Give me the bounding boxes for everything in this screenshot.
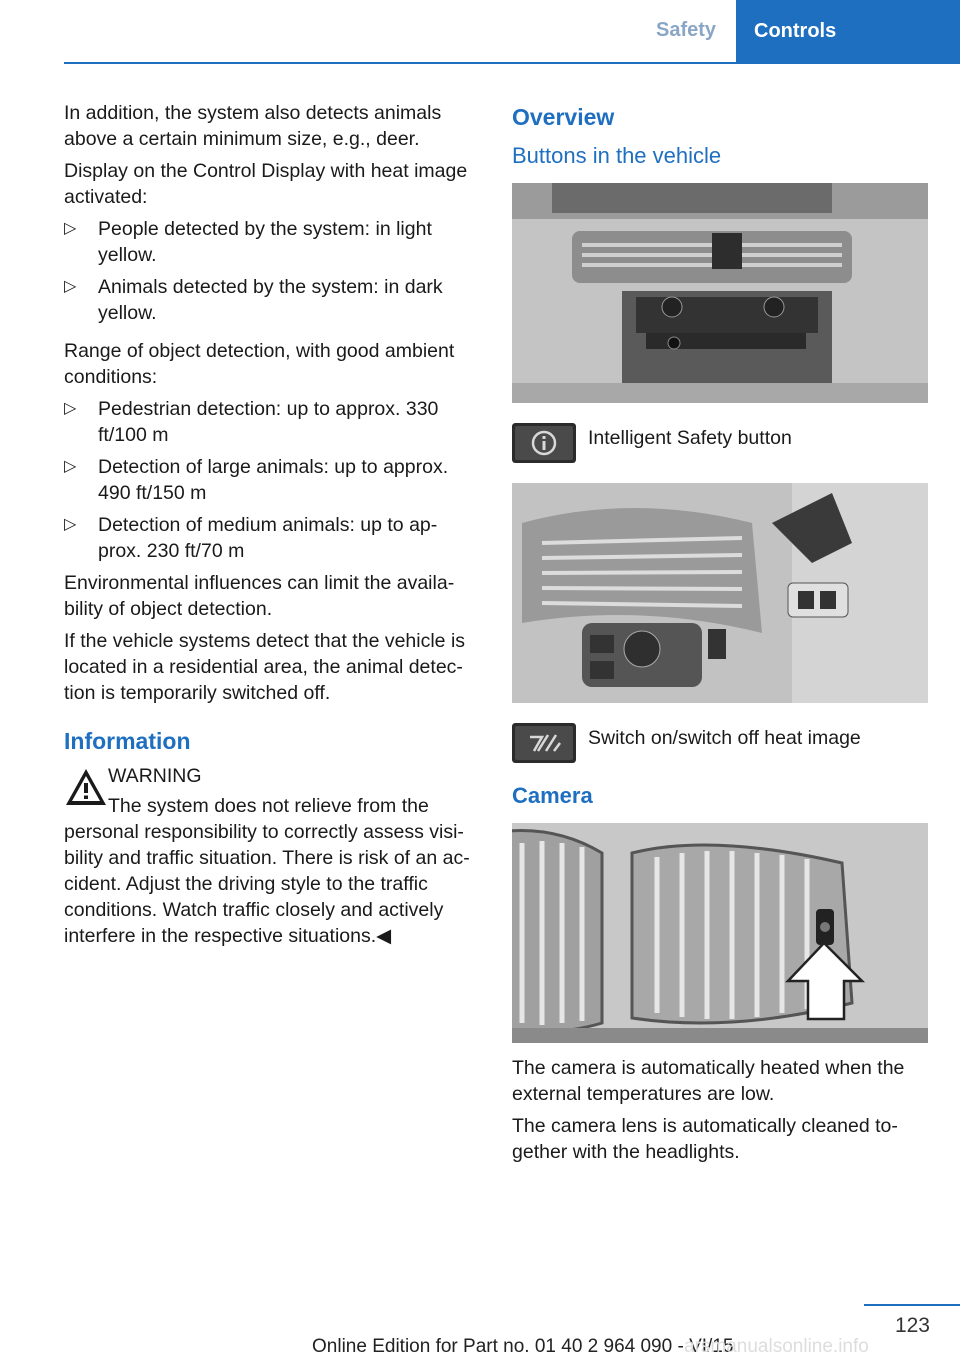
page-footer (0, 1300, 960, 1362)
tab-controls[interactable]: Controls (736, 0, 960, 62)
paragraph-environment: Environmental influences can limit the availa‐ bility of object detection. (64, 572, 455, 620)
warning-text: The system does not relieve from the personal responsibility to correctly assess visi‐ bility and traffic situation. There is risk of an ac‐ cident. Adjust the driving style to the traffic conditions. Watch traffic closely and actively interfere in the respective situations.◀ (64, 795, 470, 947)
triangle-bullet-icon: ▷ (64, 458, 77, 475)
triangle-bullet-icon: ▷ (64, 278, 77, 295)
steering-area-photo (512, 483, 928, 703)
camera-heated-text: The camera is automatically heated when the external temperatures are low. (512, 1057, 905, 1105)
triangle-bullet-icon: ▷ (64, 400, 77, 417)
triangle-bullet-icon: ▷ (64, 220, 77, 237)
steering-area-illustration (512, 483, 928, 703)
triangle-bullet-icon: ▷ (64, 516, 77, 533)
page-number: 123 (894, 1314, 930, 1337)
camera-photo (512, 823, 928, 1043)
list-item: ▷ People detected by the system: in light yellow. (64, 218, 432, 266)
dashboard-photo (512, 183, 928, 403)
heat-image-button-icon (512, 723, 576, 763)
overview-heading: Overview (512, 104, 615, 130)
camera-heading: Camera (512, 783, 593, 808)
paragraph-range: Range of object detection, with good ambient conditions: (64, 340, 455, 388)
left-column (64, 100, 478, 949)
information-heading: Information (64, 728, 191, 754)
watermark: arsmanualsonline.info (684, 1336, 869, 1357)
right-column (512, 100, 928, 1171)
camera-cleaned-text: The camera lens is automatically cleaned to‐ gether with the headlights. (512, 1115, 898, 1163)
range-list (64, 396, 478, 564)
paragraph-display: Display on the Control Display with heat image activated: (64, 160, 468, 208)
intelligent-safety-row (512, 423, 928, 463)
page-number-bar (864, 1304, 960, 1306)
list-item: ▷ Detection of medium animals: up to ap‐ prox. 230 ft/70 m (64, 514, 438, 562)
intelligent-safety-label: Intelligent Safety button (588, 427, 792, 449)
grille-illustration (512, 823, 928, 1043)
heat-image-row (512, 723, 928, 763)
warning-block (64, 763, 478, 949)
list-item: ▷ Detection of large animals: up to approx. 490 ft/150 m (64, 456, 449, 504)
list-item: ▷ Animals detected by the system: in dark yellow. (64, 276, 443, 324)
paragraph-animals: In addition, the system also detects animals above a certain minimum size, e.g., deer. (64, 102, 442, 150)
dashboard-illustration (512, 183, 928, 403)
intelligent-safety-button-icon (512, 423, 576, 463)
display-list (64, 216, 478, 326)
warning-title: WARNING (108, 765, 202, 787)
online-edition: Online Edition for Part no. 01 40 2 964 090 - VI/15 (312, 1336, 734, 1357)
paragraph-residential: If the vehicle systems detect that the vehicle is located in a residential area, the animal detec‐ tion is temporarily switched off. (64, 630, 466, 704)
list-item: ▷ Pedestrian detection: up to approx. 330 ft/100 m (64, 398, 439, 446)
buttons-heading: Buttons in the vehicle (512, 143, 722, 168)
warning-triangle-icon (64, 767, 108, 807)
page-header (64, 0, 960, 64)
tab-safety[interactable]: Safety (655, 18, 717, 41)
heat-image-label: Switch on/switch off heat image (588, 727, 861, 749)
